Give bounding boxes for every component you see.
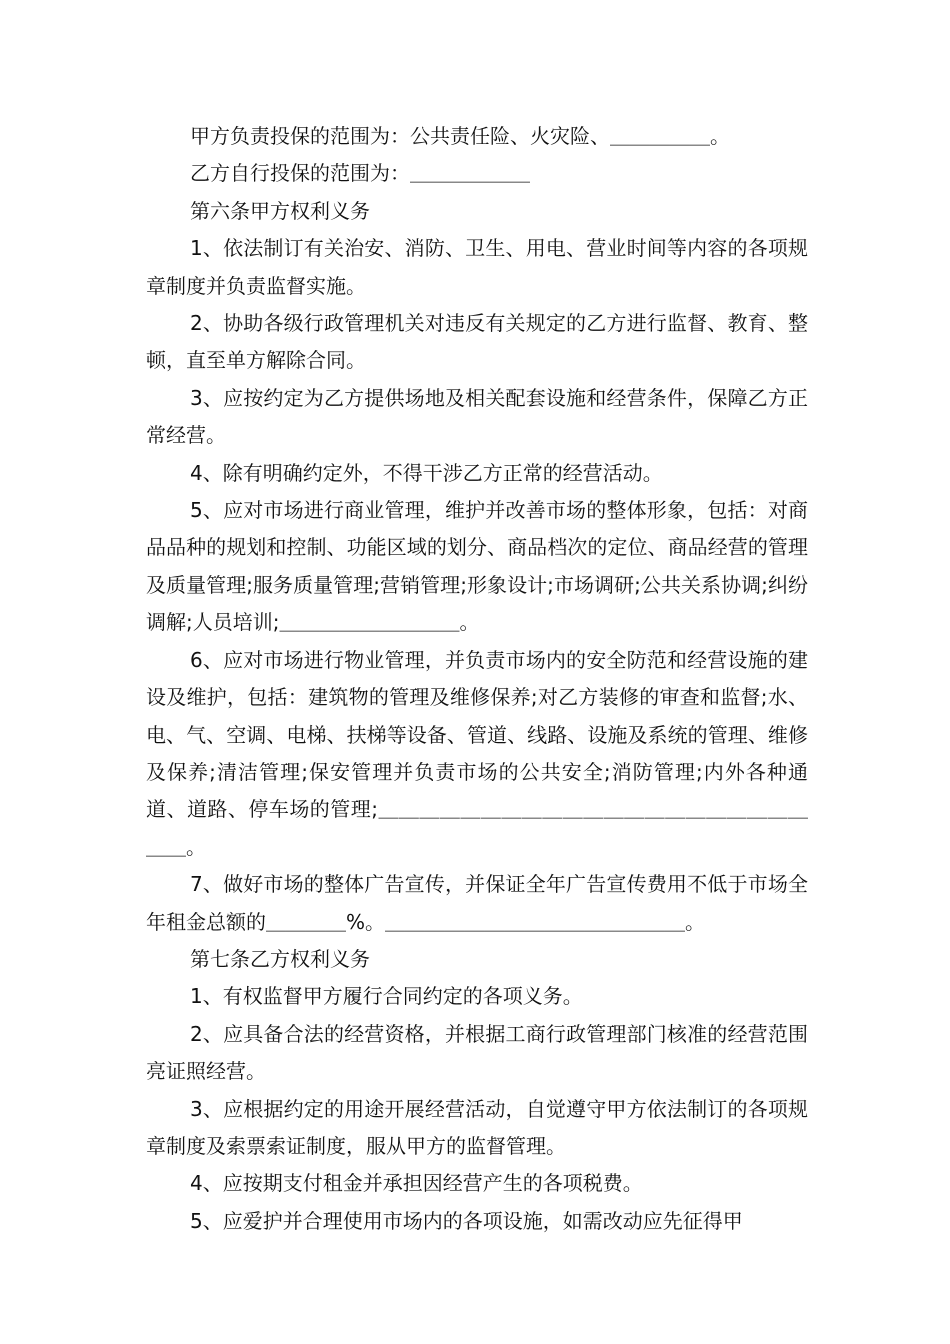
article-7-item-5: 5、应爱护并合理使用市场内的各项设施，如需改动应先征得甲 [190, 1208, 743, 1233]
article-7-item-2: 2、应具备合法的经营资格，并根据工商行政管理部门核准的经营范围亮证照经营。 [146, 1021, 808, 1084]
insurance-scope-party-a: 甲方负责投保的范围为：公共责任险、火灾险、＿＿＿＿＿。 [190, 124, 730, 148]
article-6-item-7: 7、做好市场的整体广告宣传，并保证全年广告宣传费用不低于市场全年租金总额的＿＿＿＿%。＿＿＿＿＿＿＿＿＿＿＿＿＿＿＿。 [146, 872, 808, 934]
document-page [146, 118, 808, 1240]
article-6-item-6: 6、应对市场进行物业管理，并负责市场内的安全防范和经营设施的建设及维护，包括：建筑物的管理及维修保养;对乙方装修的审查和监督;水、电、气、空调、电梯、扶梯等设备、管道、线路、设施及系统的管理、维修及保养;清洁管理;保安管理并负责市场的公共安全;消防管理;内外各种通道、道路、停车场的管理;＿＿＿＿＿＿＿＿＿＿＿＿＿＿＿＿＿＿＿＿＿＿＿。 [146, 647, 808, 859]
article-6-item-4: 4、除有明确约定外，不得干涉乙方正常的经营活动。 [190, 460, 663, 485]
article-7-item-1: 1、有权监督甲方履行合同约定的各项义务。 [190, 984, 583, 1009]
article-7-item-3: 3、应根据约定的用途开展经营活动，自觉遵守甲方依法制订的各项规章制度及索票索证制度，服从甲方的监督管理。 [146, 1096, 808, 1158]
article-7-item-4: 4、应按期支付租金并承担因经营产生的各项税费。 [190, 1171, 643, 1196]
article-6-item-2: 2、协助各级行政管理机关对违反有关规定的乙方进行监督、教育、整顿，直至单方解除合同。 [146, 311, 808, 373]
article-6-heading: 第六条甲方权利义务 [190, 198, 370, 223]
article-6-item-5: 5、应对市场进行商业管理，维护并改善市场的整体形象，包括：对商品品种的规划和控制、功能区域的划分、商品档次的定位、商品经营的管理及质量管理;服务质量管理;营销管理;形象设计;市场调研;公共关系协调;纠纷调解;人员培训;＿＿＿＿＿＿＿＿＿。 [146, 498, 808, 635]
article-6-item-3: 3、应按约定为乙方提供场地及相关配套设施和经营条件，保障乙方正常经营。 [146, 385, 808, 448]
article-7-heading: 第七条乙方权利义务 [190, 946, 370, 971]
article-6-item-1: 1、依法制订有关治安、消防、卫生、用电、营业时间等内容的各项规章制度并负责监督实施。 [146, 236, 808, 298]
insurance-scope-party-b: 乙方自行投保的范围为：＿＿＿＿＿＿ [190, 161, 530, 186]
